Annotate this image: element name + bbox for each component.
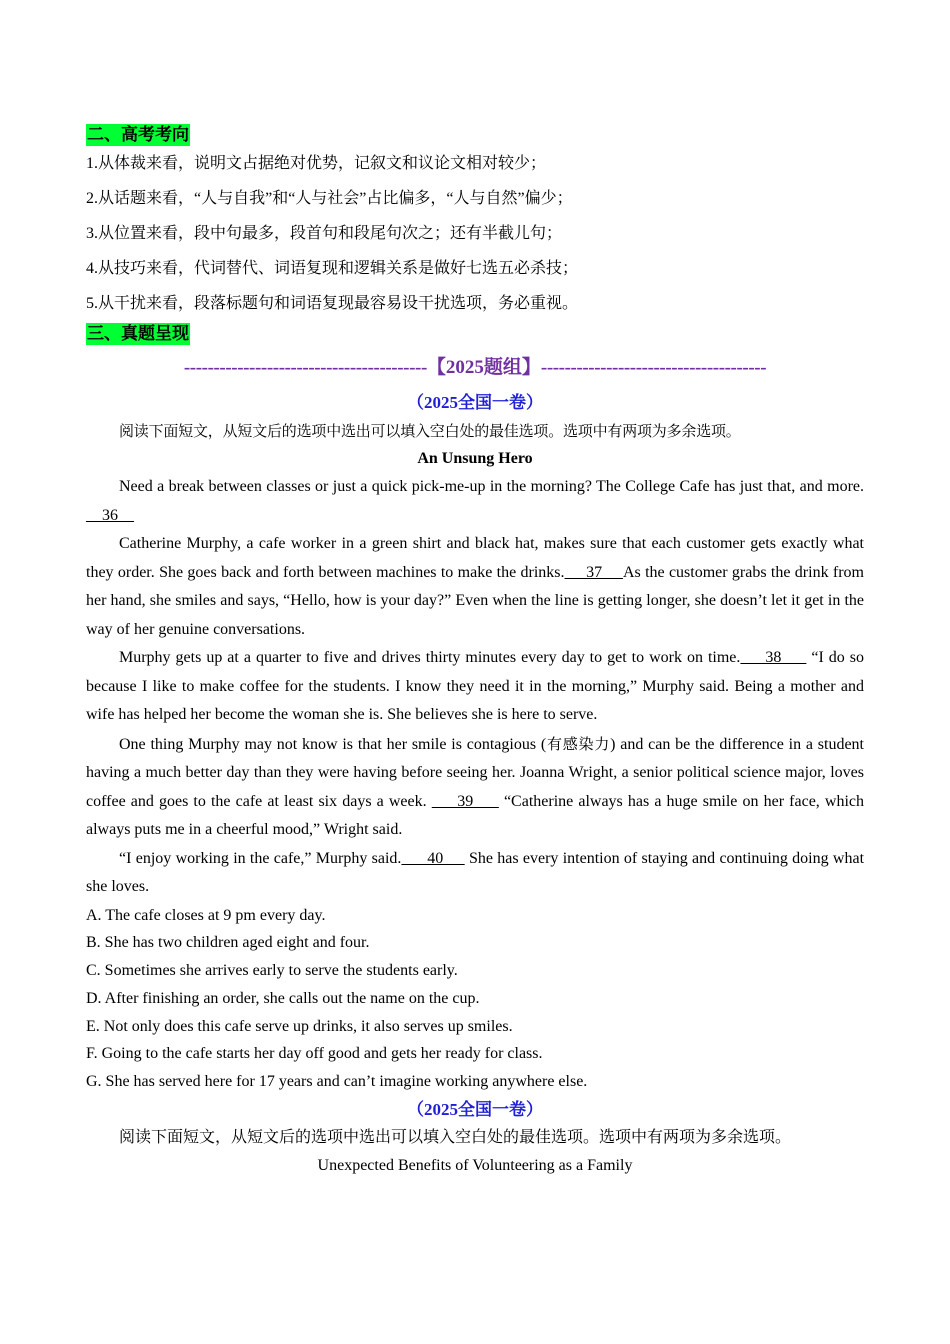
passage-2-instruction: 阅读下面短文，从短文后的选项中选出可以填入空白处的最佳选项。选项中有两项为多余选项。	[119, 1129, 792, 1147]
trend-point-1: 1.从体裁来看，说明文占据绝对优势，记叙文和议论文相对较少；	[86, 155, 547, 172]
section-heading-exam-trends: 二、高考考向	[87, 125, 189, 144]
paragraph-text: She has every intention of staying and continuing doing what she loves.	[86, 849, 865, 895]
banner-dashes-right: --------------------------------------	[540, 357, 767, 378]
blank-36: 36	[86, 506, 134, 524]
option-a: A. The cafe closes at 9 pm every day.	[86, 906, 326, 924]
banner-label: 【2025题组】	[426, 357, 541, 378]
options-list	[86, 902, 864, 1097]
paragraph-text: Murphy gets up at a quarter to five and drives thirty minutes every day to get to work on time.	[119, 649, 741, 666]
paragraph-text: Catherine Murphy, a cafe worker in a green shirt and black hat, makes sure that each customer gets exactly what they order. She goes back and forth between machines to make the drinks.	[86, 535, 864, 581]
passage-1-title: An Unsung Hero	[417, 450, 533, 467]
passage-1-paragraph-1	[86, 473, 864, 530]
passage-1-instruction: 阅读下面短文，从短文后的选项中选出可以填入空白处的最佳选项。选项中有两项为多余选项。	[119, 422, 741, 440]
passage-2	[86, 1096, 864, 1180]
option-f: F. Going to the cafe starts her day off good and gets her ready for class.	[86, 1045, 543, 1063]
paragraph-text: “I do so because I like to make coffee for the students. I know they need it in the morning,” Murphy said. Being a mother and wife has helped her become the woman she is. She believes she is here to serve.	[86, 649, 865, 723]
banner-dashes-left: -----------------------------------------	[183, 357, 427, 378]
trend-point-3: 3.从位置来看，段中句最多，段首句和段尾句次之；还有半截儿句；	[86, 225, 563, 242]
blank-37: 37	[564, 563, 623, 581]
passage-2-volume: （2025全国一卷）	[407, 1100, 543, 1120]
section-exam-trends	[86, 124, 864, 321]
option-g: G. She has served here for 17 years and can’t imagine working anywhere else.	[86, 1073, 588, 1091]
paragraph-text: Need a break between classes or just a quick pick-me-up in the morning? The College Cafe has just that, and more.	[119, 478, 864, 495]
option-d: D. After finishing an order, she calls out the name on the cup.	[86, 989, 480, 1007]
passage-1-paragraph-2	[86, 530, 864, 644]
paragraph-text: ) and can be the difference in a student having a much better day than they were having before seeing her. Joanna Wright, a senior political science major, loves coffee and goes to the cafe at least six days a week.	[86, 735, 864, 810]
paragraph-text: One thing Murphy may not know is that her smile is contagious (	[119, 735, 547, 753]
passage-1-paragraph-5	[86, 845, 864, 902]
passage-1	[86, 389, 864, 1096]
option-b: B. She has two children aged eight and four.	[86, 934, 370, 952]
section-real-questions	[86, 323, 864, 345]
blank-40: 40	[401, 849, 465, 867]
group-banner	[86, 353, 864, 383]
passage-1-paragraph-4	[86, 730, 864, 845]
section-heading-real-questions: 三、真题呈现	[87, 324, 189, 343]
passage-2-title: Unexpected Benefits of Volunteering as a Family	[317, 1157, 633, 1175]
paragraph-text: “Catherine always has a huge smile on her face, which always puts me in a cheerful mood,” Wright said.	[86, 792, 865, 838]
page-content	[86, 124, 864, 1180]
paragraph-text: “I enjoy working in the cafe,” Murphy said.	[119, 849, 402, 867]
option-e: E. Not only does this cafe serve up drinks, it also serves up smiles.	[86, 1017, 513, 1035]
blank-38: 38	[740, 649, 807, 666]
option-c: C. Sometimes she arrives early to serve the students early.	[86, 962, 458, 980]
passage-1-volume: （2025全国一卷）	[407, 393, 543, 412]
chinese-gloss: 有感染力	[546, 734, 611, 753]
trend-point-4: 4.从技巧来看，代词替代、词语复现和逻辑关系是做好七选五必杀技；	[86, 260, 579, 277]
paragraph-text: As the customer grabs the drink from her hand, she smiles and says, “Hello, how is your day?” Even when the line is getting longer, she doesn’t let it get in the way of her genuine conversations.	[86, 563, 864, 638]
trend-point-5: 5.从干扰来看，段落标题句和词语复现最容易设干扰选项，务必重视。	[86, 295, 579, 312]
blank-39: 39	[431, 792, 499, 810]
passage-1-paragraph-3	[86, 644, 864, 730]
trend-point-2: 2.从话题来看，“人与自我”和“人与社会”占比偏多，“人与自然”偏少；	[86, 190, 573, 207]
